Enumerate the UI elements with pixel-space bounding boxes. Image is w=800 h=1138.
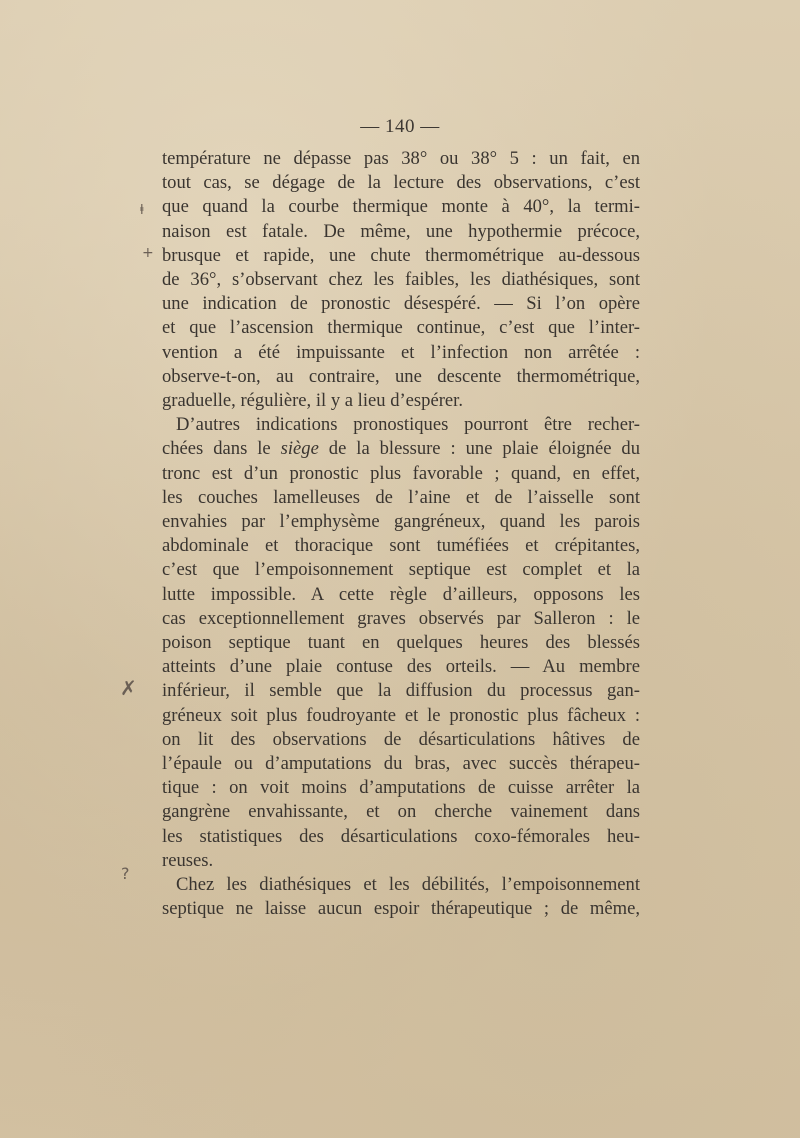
text-line: graduelle, régulière, il y a lieu d’espérer. — [162, 390, 463, 412]
text-line: tique : on voit moins d’amputations de cuisse arrêter la — [162, 777, 640, 799]
text-line: gréneux soit plus foudroyante et le pronostic plus fâcheux : — [162, 704, 640, 726]
text-line: cas exceptionnellement graves observés par Salleron : le — [162, 607, 640, 629]
text-segment: de la blessure : une plaie éloignée du — [318, 438, 640, 460]
text-line: l’épaule ou d’amputations du bras, avec succès thérapeu- — [162, 753, 640, 775]
text-line: gangrène envahissante, et on cherche vainement dans — [162, 801, 640, 823]
margin-annotation-question: ? — [121, 864, 130, 883]
text-line: les statistiques des désarticulations coxo-fémorales heu- — [162, 825, 640, 847]
text-line: reuses. — [162, 849, 214, 871]
text-line: de 36°, s’observant chez les faibles, les diathésiques, sont — [162, 269, 640, 291]
text-line: envahies par l’emphysème gangréneux, quand les parois — [162, 511, 640, 533]
text-line: les couches lamelleuses de l’aine et de l’aisselle sont — [162, 486, 640, 508]
text-line: poison septique tuant en quelques heures des blessés — [162, 632, 640, 654]
text-line: D’autres indications pronostiques pourront être recher- — [176, 414, 640, 436]
text-line: vention a été impuissante et l’infection non arrêtée : — [162, 341, 640, 363]
body-text — [162, 147, 640, 922]
page-number: — 140 — — [360, 116, 440, 137]
margin-annotation-cross: ✗ — [120, 676, 137, 700]
text-line: une indication de pronostic désespéré. — Si l’on opère — [162, 293, 640, 315]
margin-annotation-plus: + — [142, 245, 154, 261]
text-line: et que l’ascension thermique continue, c’est que l’inter- — [162, 317, 640, 339]
text-line: tronc est d’un pronostic plus favorable ; quand, en effet, — [162, 462, 640, 484]
text-line: température ne dépasse pas 38° ou 38° 5 : un fait, en — [162, 148, 640, 169]
text-line-with-italic — [162, 437, 640, 461]
text-line: Chez les diathésiques et les débilités, l’empoisonnement — [176, 874, 640, 896]
text-line: que quand la courbe thermique monte à 40°, la termi- — [162, 196, 640, 218]
margin-annotation-mark: ⱡ — [140, 203, 144, 218]
text-line: naison est fatale. De même, une hypothermie précoce, — [162, 220, 640, 242]
text-line: observe-t-on, au contraire, une descente thermométrique, — [162, 365, 640, 387]
text-line: c’est que l’empoisonnement septique est complet et la — [162, 559, 640, 581]
text-line: brusque et rapide, une chute thermométrique au-dessous — [162, 244, 640, 266]
text-line: septique ne laisse aucun espoir thérapeutique ; de même, — [162, 898, 640, 920]
italic-word: siège — [280, 438, 319, 460]
text-line: tout cas, se dégage de la lecture des observations, c’est — [162, 172, 640, 194]
text-line: inférieur, il semble que la diffusion du processus gan- — [162, 680, 640, 702]
text-line: lutte impossible. A cette règle d’ailleurs, opposons les — [162, 583, 640, 605]
text-line: abdominale et thoracique sont tuméfiées et crépitantes, — [162, 535, 640, 557]
text-line: atteints d’une plaie contuse des orteils. — Au membre — [162, 656, 640, 678]
text-segment: chées dans le — [162, 438, 281, 460]
text-line: on lit des observations de désarticulations hâtives de — [162, 728, 640, 750]
